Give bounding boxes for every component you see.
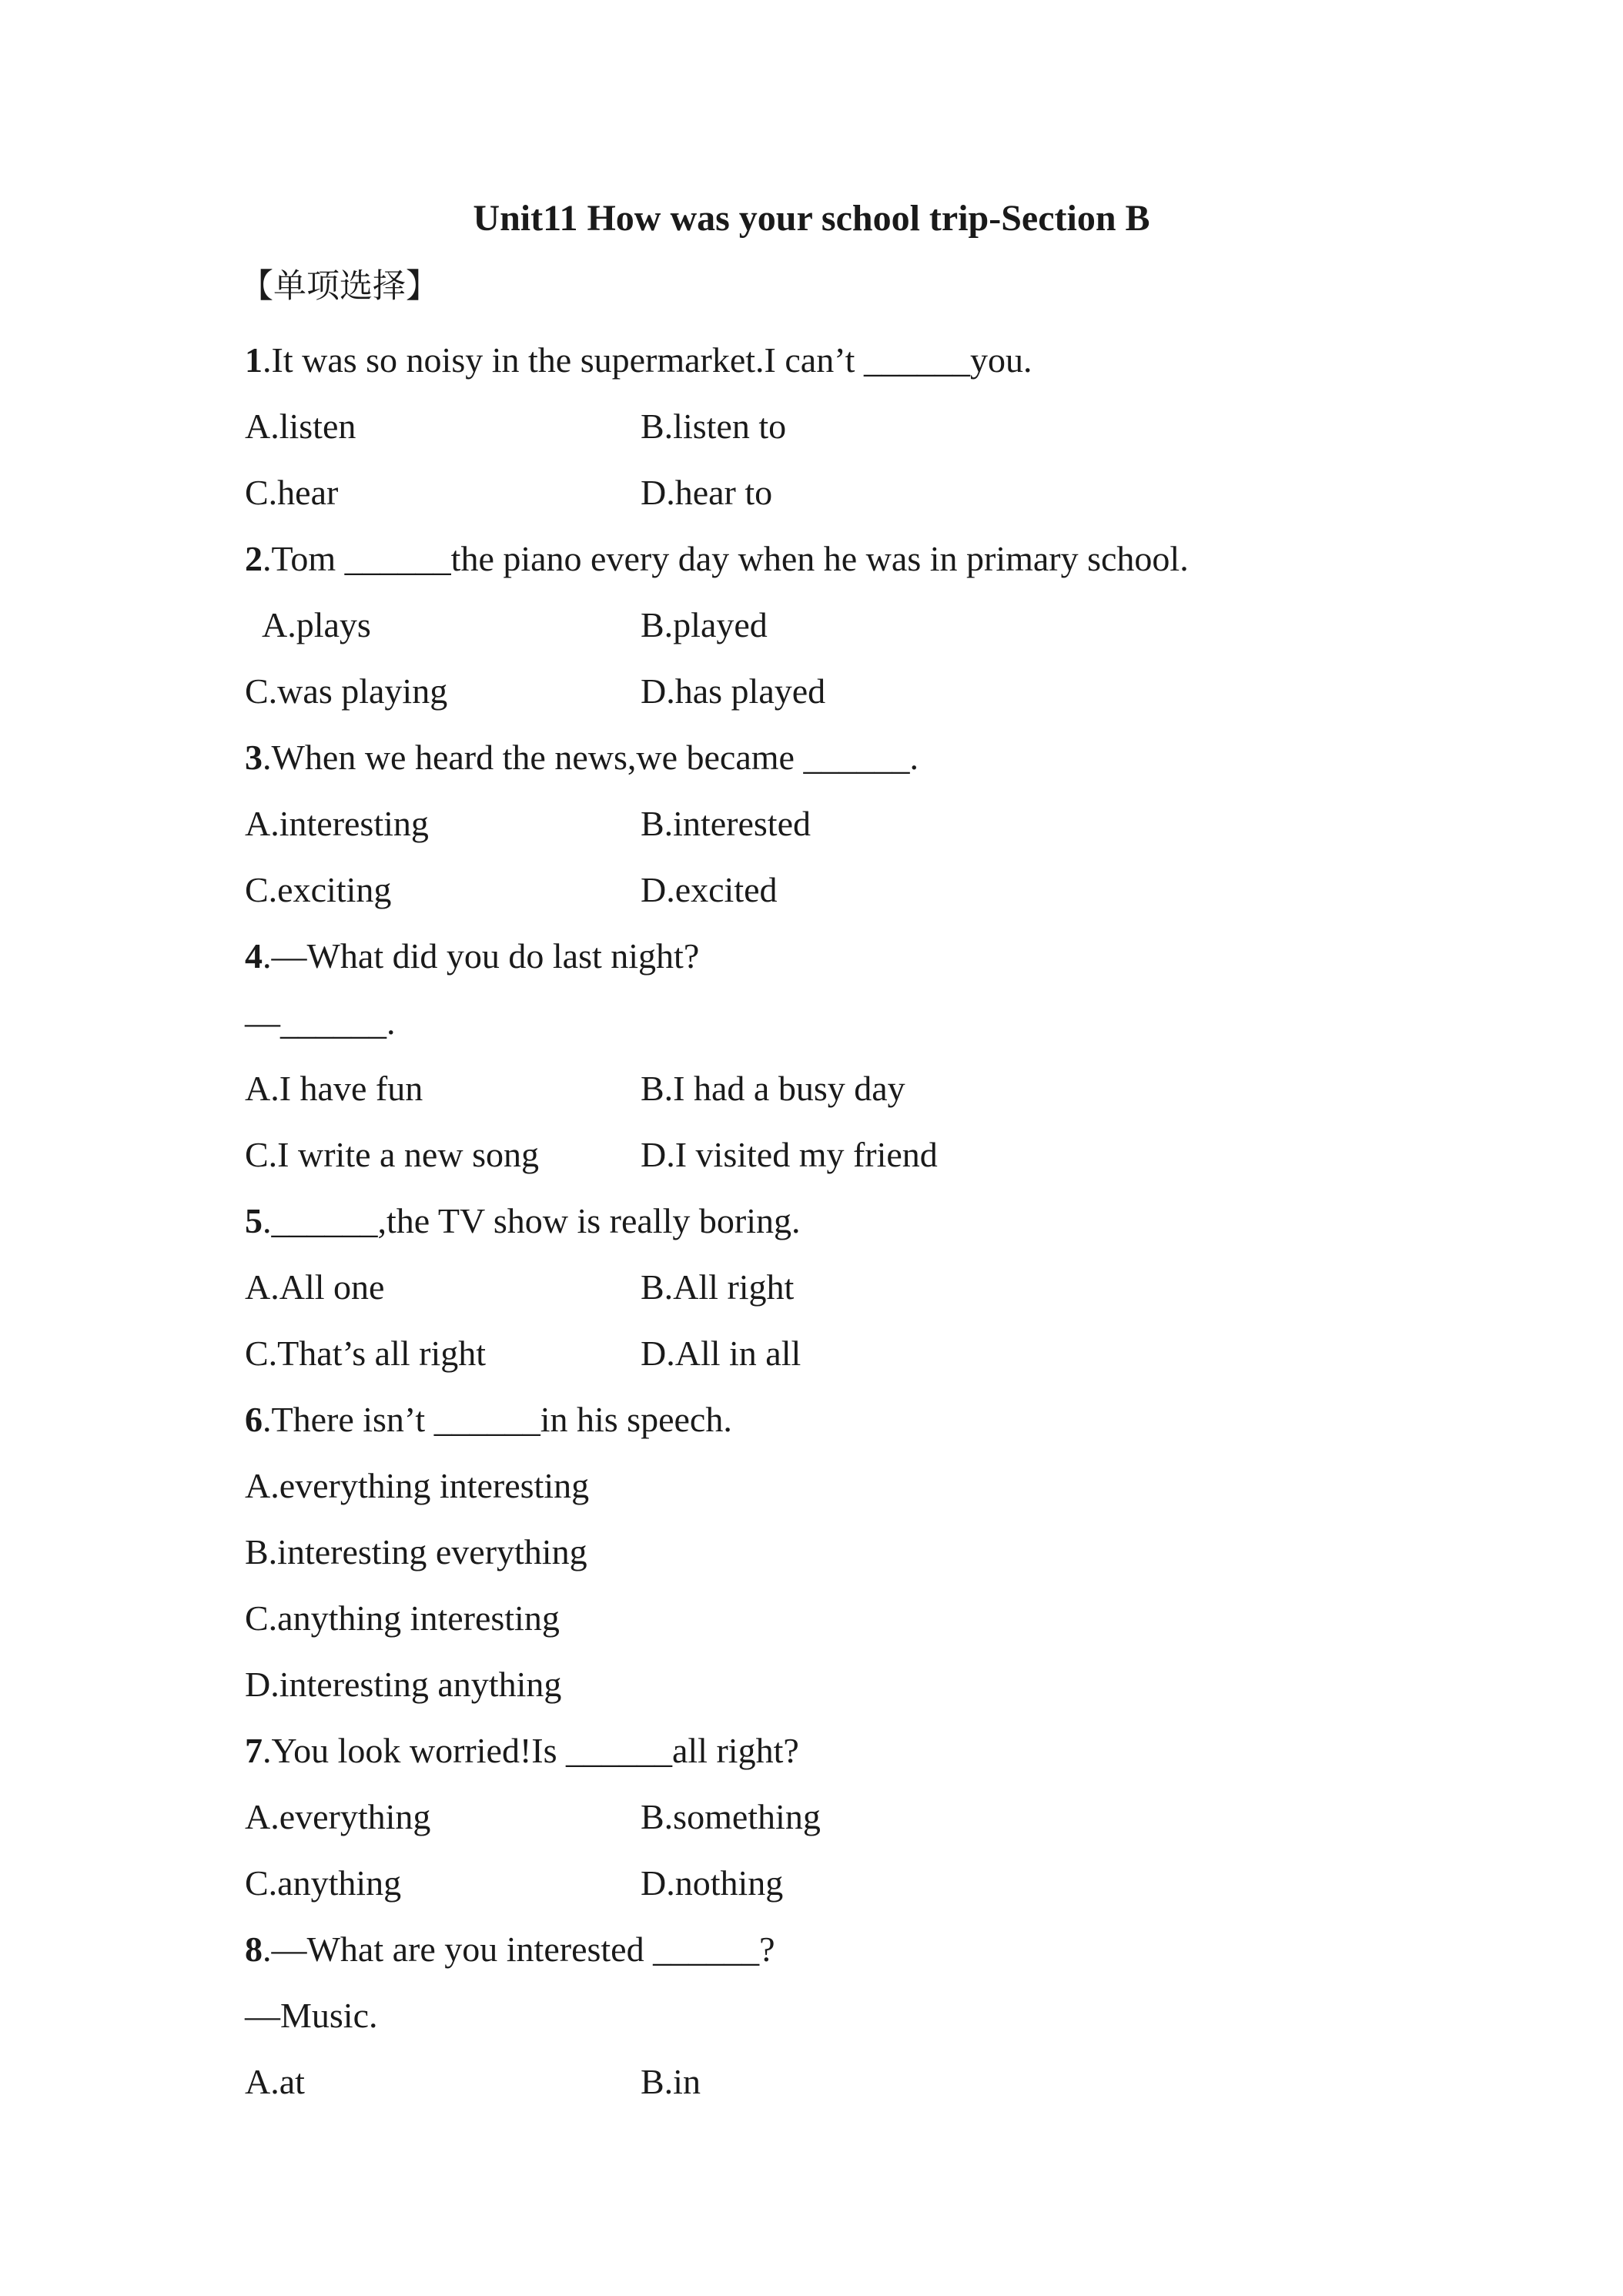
question-2-option-b: B.played bbox=[641, 605, 768, 644]
question-1-option-d: D.hear to bbox=[641, 473, 773, 512]
question-4-stem bbox=[245, 932, 699, 981]
question-8-option-b: B.in bbox=[641, 2062, 701, 2101]
question-number: 8 bbox=[245, 1930, 263, 1969]
question-text: .It was so noisy in the supermarket.I can’t ______you. bbox=[263, 340, 1032, 380]
question-7-option-b: B.something bbox=[641, 1797, 821, 1836]
question-8-stem bbox=[245, 1925, 775, 1974]
question-6-option-c: C.anything interesting bbox=[245, 1598, 560, 1638]
question-5-option-a: A.All one bbox=[245, 1267, 385, 1307]
question-text: .Tom ______the piano every day when he was in primary school. bbox=[263, 539, 1189, 578]
question-1-stem bbox=[245, 336, 1032, 385]
question-text: .When we heard the news,we became ______. bbox=[263, 738, 919, 777]
question-7-option-a: A.everything bbox=[245, 1797, 431, 1836]
question-6-option-d: D.interesting anything bbox=[245, 1665, 562, 1704]
question-number: 6 bbox=[245, 1400, 263, 1439]
question-2-option-a: A.plays bbox=[262, 605, 371, 644]
question-number: 2 bbox=[245, 539, 263, 578]
question-6-option-b: B.interesting everything bbox=[245, 1532, 587, 1571]
question-text: .—What did you do last night? bbox=[263, 936, 700, 976]
question-text: .______,the TV show is really boring. bbox=[263, 1201, 801, 1240]
page-title: Unit11 How was your school trip-Section B bbox=[473, 198, 1150, 239]
question-2-stem bbox=[245, 534, 1189, 584]
question-7-stem bbox=[245, 1726, 799, 1776]
question-number: 1 bbox=[245, 340, 263, 380]
question-4-reply: —______. bbox=[245, 1002, 396, 1042]
question-3-option-c: C.exciting bbox=[245, 870, 392, 909]
question-number: 3 bbox=[245, 738, 263, 777]
question-1-option-b: B.listen to bbox=[641, 407, 787, 446]
question-8-option-a: A.at bbox=[245, 2062, 305, 2101]
question-1-option-a: A.listen bbox=[245, 407, 356, 446]
question-6-option-a: A.everything interesting bbox=[245, 1466, 590, 1505]
question-5-option-b: B.All right bbox=[641, 1267, 795, 1307]
question-2-option-c: C.was playing bbox=[245, 671, 448, 711]
question-4-option-b: B.I had a busy day bbox=[641, 1069, 905, 1108]
question-number: 5 bbox=[245, 1201, 263, 1240]
question-7-option-d: D.nothing bbox=[641, 1863, 784, 1903]
question-7-option-c: C.anything bbox=[245, 1863, 402, 1903]
question-3-stem bbox=[245, 733, 919, 782]
question-2-option-d: D.has played bbox=[641, 671, 826, 711]
question-4-option-d: D.I visited my friend bbox=[641, 1135, 938, 1174]
question-number: 4 bbox=[245, 936, 263, 976]
question-8-reply: —Music. bbox=[245, 1996, 378, 2035]
question-3-option-b: B.interested bbox=[641, 804, 811, 843]
question-text: .There isn’t ______in his speech. bbox=[263, 1400, 732, 1439]
question-4-option-c: C.I write a new song bbox=[245, 1135, 539, 1174]
question-number: 7 bbox=[245, 1731, 263, 1770]
question-3-option-a: A.interesting bbox=[245, 804, 429, 843]
question-5-option-c: C.That’s all right bbox=[245, 1334, 487, 1373]
question-text: .—What are you interested ______? bbox=[263, 1930, 775, 1969]
question-6-stem bbox=[245, 1395, 732, 1444]
question-5-stem bbox=[245, 1197, 800, 1246]
section-heading: 【单项选择】 bbox=[240, 267, 439, 306]
question-text: .You look worried!Is ______all right? bbox=[263, 1731, 799, 1770]
question-5-option-d: D.All in all bbox=[641, 1334, 801, 1373]
question-1-option-c: C.hear bbox=[245, 473, 339, 512]
question-3-option-d: D.excited bbox=[641, 870, 778, 909]
question-4-option-a: A.I have fun bbox=[245, 1069, 423, 1108]
